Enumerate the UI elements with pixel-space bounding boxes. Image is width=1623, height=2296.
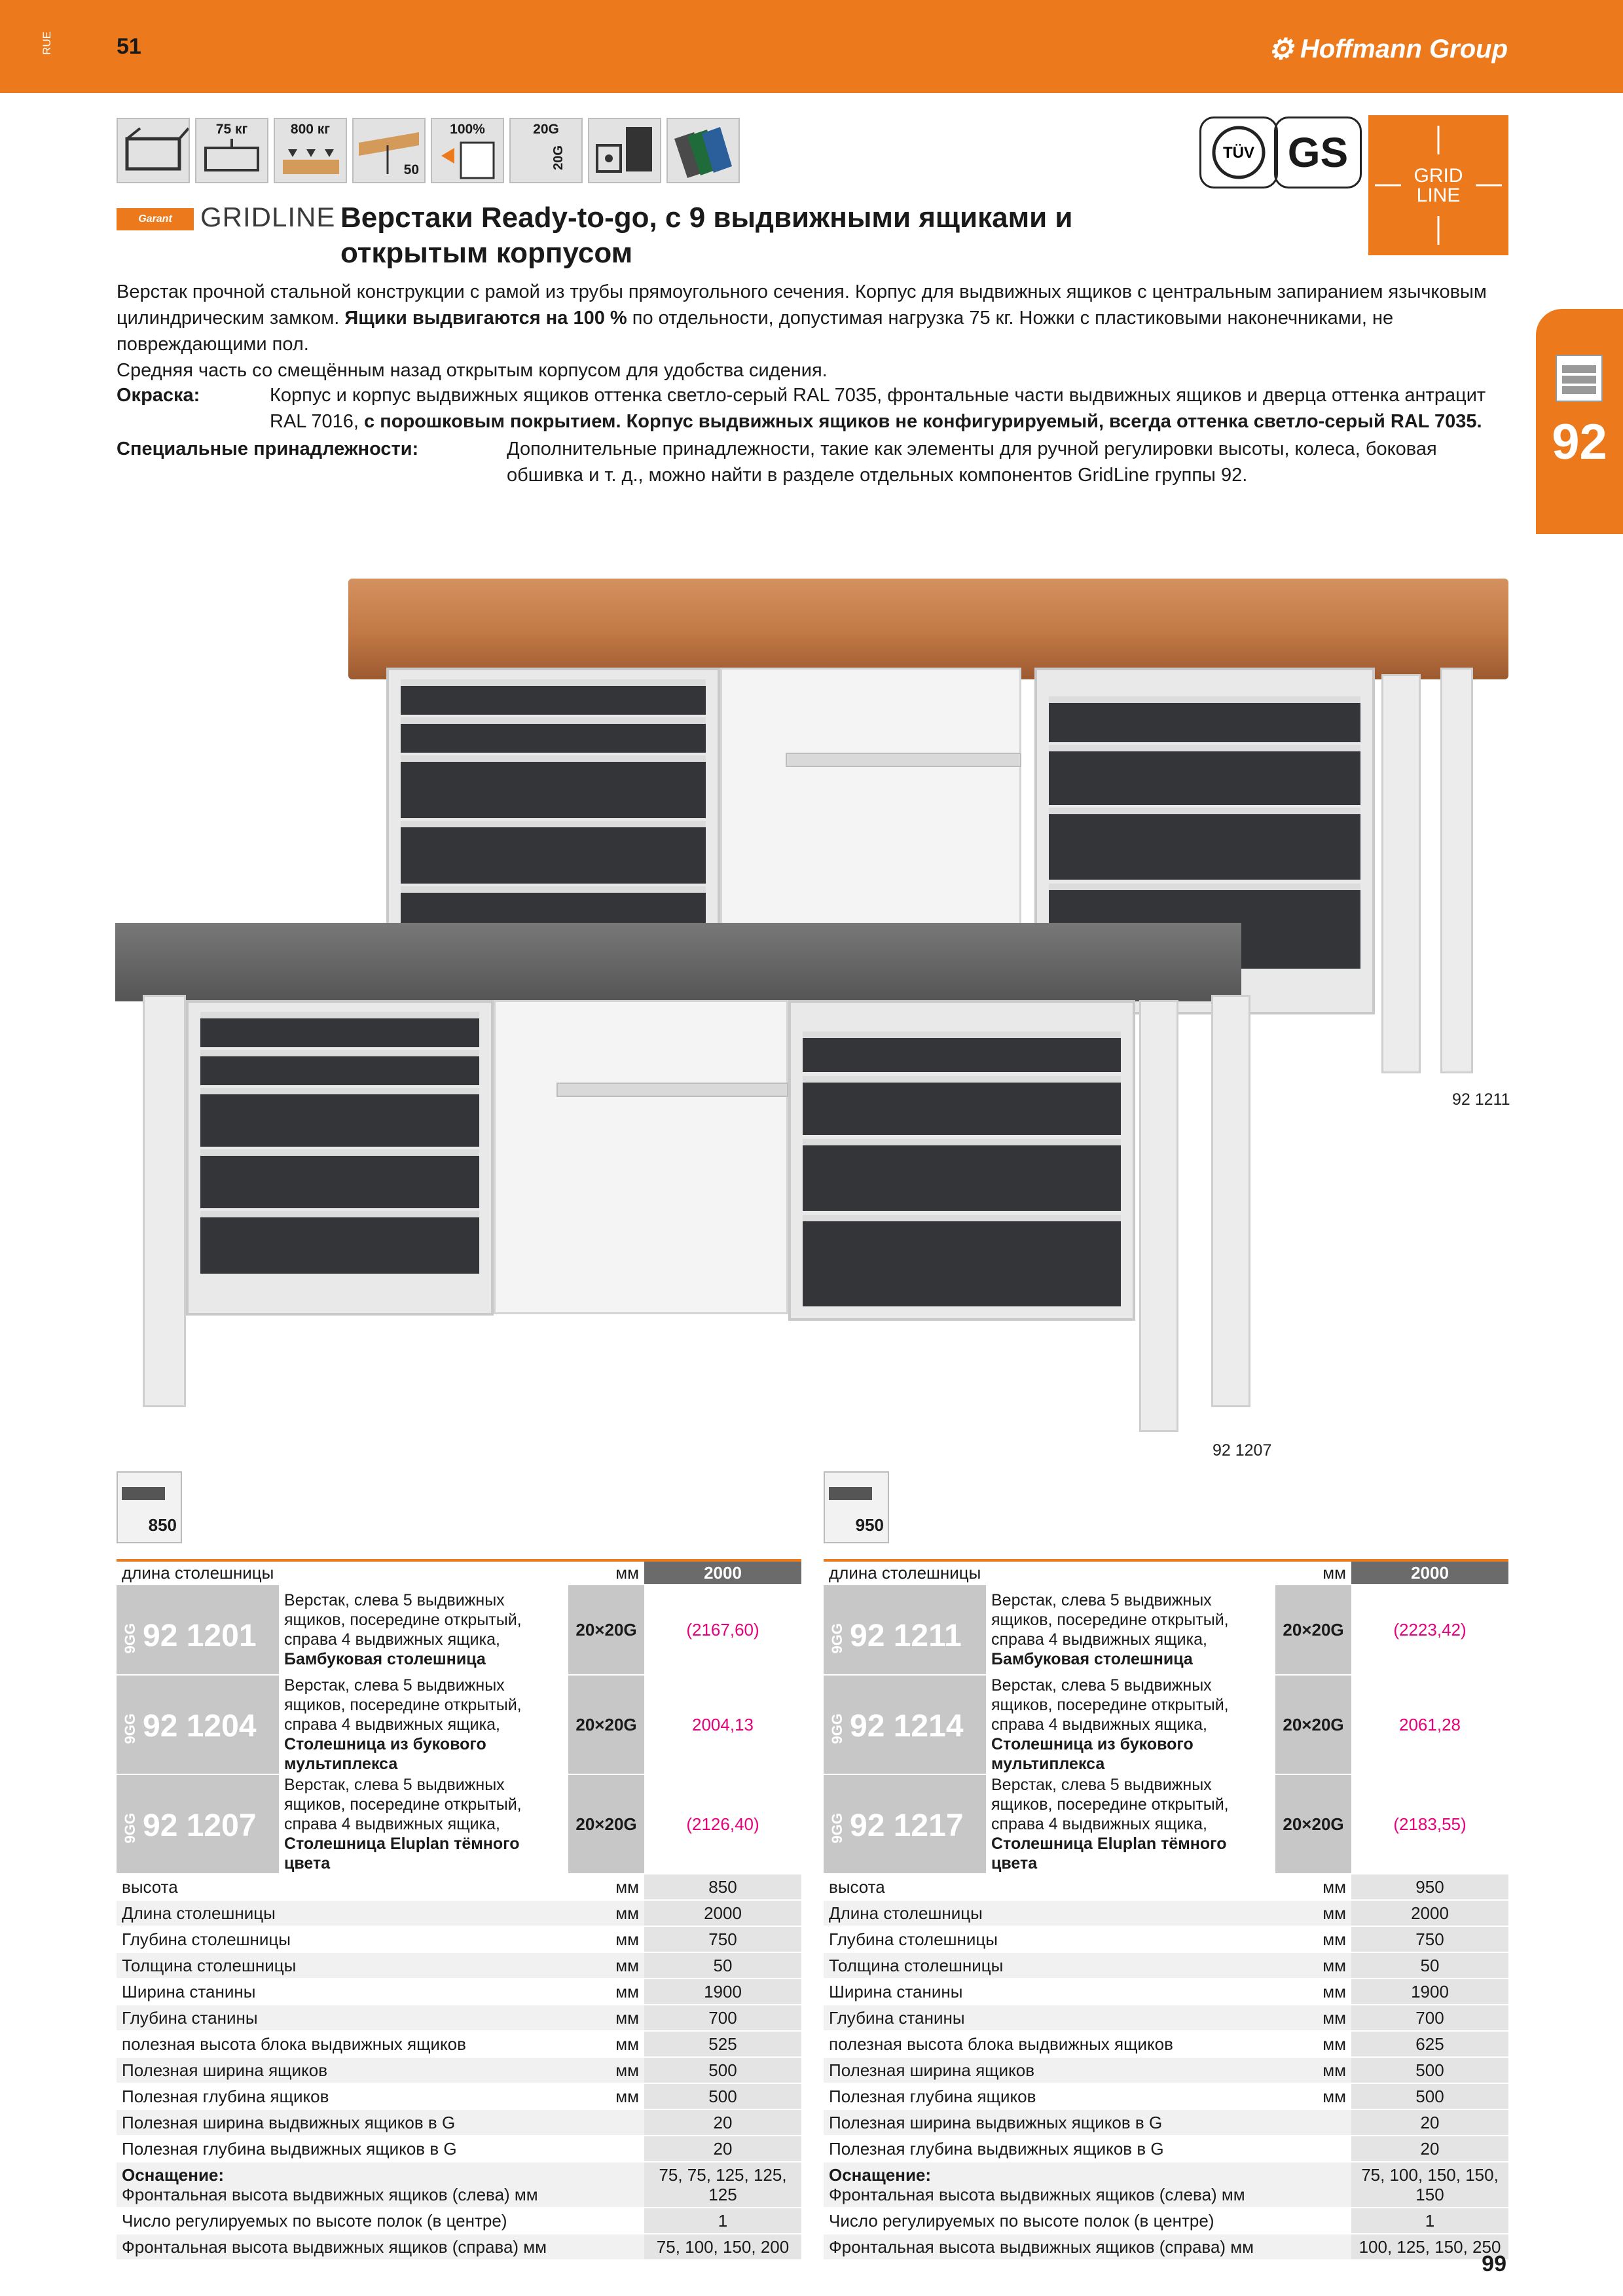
- table-header: длина столешницы мм 2000: [117, 1560, 801, 1585]
- article-number[interactable]: 92 1207: [143, 1808, 257, 1843]
- workbench-load-icon: 800 кг: [274, 118, 347, 183]
- table-row: Толщина столешницы мм 50: [117, 1952, 801, 1979]
- section-number: 92: [1552, 414, 1607, 470]
- table-row: Ширина станины мм 1900: [117, 1979, 801, 2005]
- product-row[interactable]: 9GG 92 1211 Верстак, слева 5 выдвижных ящиков, посередине открытый, справа 4 выдвижных ящика, Бамбуковая столешница 20×20G (2223,42): [824, 1585, 1508, 1675]
- table-row: Глубина столешницы мм 750: [824, 1926, 1508, 1952]
- drawer-cabinet-icon: [1556, 355, 1603, 402]
- brand-name: Hoffmann Group: [1300, 35, 1508, 63]
- table-row: Толщина столешницы мм 50: [824, 1952, 1508, 1979]
- full-extension-icon: 100%: [431, 118, 504, 183]
- article-number[interactable]: 92 1204: [143, 1709, 257, 1744]
- middle-shelf: [556, 1083, 788, 1097]
- workbench-leg: [1381, 674, 1421, 1073]
- bamboo-worktop: [348, 579, 1508, 679]
- table-row: высота мм 850: [117, 1874, 801, 1900]
- product-description: Верстак прочной стальной конструкции с рамой из трубы прямоугольного сечения. Корпус для выдвижных ящиков с центральным запиранием язычковым цилиндрическим замком. Ящики выдвигаются на 100 % по отдельности, допустимая нагрузка 75 кг. Ножки с пластиковыми наконечниками, не повреждающими пол. Средняя часть со смещённым назад открытым корпусом для удобства сидения.: [117, 281, 1487, 381]
- image-caption-front: 92 1207: [1213, 1441, 1272, 1460]
- tuv-certificate-icon: [1199, 117, 1278, 188]
- drawer-load-icon: 75 кг: [195, 118, 268, 183]
- table-row: Длина столешницы мм 2000: [824, 1900, 1508, 1926]
- table-row: Фронтальная высота выдвижных ящиков (справа) мм 75, 100, 150, 200: [117, 2234, 801, 2260]
- drawer-front: [1049, 696, 1360, 742]
- drawer-front: [803, 1076, 1121, 1135]
- table-row: Длина столешницы мм 2000: [117, 1900, 801, 1926]
- drawer-front: [200, 1088, 479, 1147]
- table-row: Полезная глубина выдвижных ящиков в G 20: [824, 2136, 1508, 2162]
- table-row: Полезная глубина ящиков мм 500: [117, 2083, 801, 2109]
- drawer-front: [803, 1031, 1121, 1072]
- language-code: RUE: [41, 31, 53, 55]
- workbench-leg: [143, 995, 186, 1407]
- table-row: полезная высота блока выдвижных ящиков мм 525: [117, 2031, 801, 2057]
- paint-info: Окраска: Корпус и корпус выдвижных ящиков оттенка светло-серый RAL 7035, фронтальные части выдвижных ящиков и дверца оттенка антрацит RAL 7016, с порошковым покрытием. Корпус выдвижных ящиков не конфигурируемый, всегда оттенка светло-серый RAL 7035.: [117, 385, 1486, 432]
- article-number[interactable]: 92 1214: [850, 1709, 964, 1744]
- workbench-leg: [1440, 668, 1473, 1073]
- page-number-top: 51: [117, 34, 141, 59]
- workbench-leg: [1211, 995, 1250, 1407]
- product-row[interactable]: 9GG 92 1207 Верстак, слева 5 выдвижных ящиков, посередине открытый, справа 4 выдвижных ящика, Столешница Eluplan тёмного цвета 20×20G (2126,40): [117, 1774, 801, 1874]
- drawer-front: [1049, 808, 1360, 880]
- eluplan-worktop: [115, 923, 1241, 1001]
- table-row: Фронтальная высота выдвижных ящиков (справа) мм 100, 125, 150, 250: [824, 2234, 1508, 2260]
- table-row: Глубина станины мм 700: [117, 2005, 801, 2031]
- page-number-bottom: 99: [1482, 2251, 1506, 2276]
- table-row: Глубина столешницы мм 750: [117, 1926, 801, 1952]
- height-icon-850: 850: [117, 1471, 182, 1543]
- price: (2126,40): [644, 1774, 801, 1874]
- workbench-leg: [1139, 1000, 1178, 1432]
- drawer-front: [401, 755, 706, 818]
- gs-certificate-icon: GS: [1274, 117, 1362, 188]
- drawer-front: [803, 1139, 1121, 1211]
- table-header: длина столешницы мм 2000: [824, 1560, 1508, 1585]
- table-row: Оснащение: Фронтальная высота выдвижных ящиков (слева) мм 75, 100, 150, 150, 150: [824, 2162, 1508, 2208]
- middle-shelf: [786, 753, 1021, 767]
- color-options-icon: [666, 118, 740, 183]
- drawer-front: [200, 1050, 479, 1085]
- product-title: Верстаки Ready-to-go, с 9 выдвижными ящиками и открытым корпусом: [340, 202, 1073, 269]
- price: (2223,42): [1351, 1585, 1508, 1675]
- gridline-logo: GRIDLINE: [200, 202, 336, 232]
- product-row[interactable]: 9GG 92 1204 Верстак, слева 5 выдвижных ящиков, посередине открытый, справа 4 выдвижных ящика, Столешница из букового мультиплекса 20×20G 2004,13: [117, 1675, 801, 1774]
- table-row: Полезная ширина выдвижных ящиков в G 20: [117, 2109, 801, 2136]
- height-icon-950: 950: [824, 1471, 889, 1543]
- table-row: Полезная ширина ящиков мм 500: [824, 2057, 1508, 2083]
- table-row: высота мм 950: [824, 1874, 1508, 1900]
- table-row: Число регулируемых по высоте полок (в центре) 1: [824, 2208, 1508, 2234]
- drawer-front: [200, 1149, 479, 1208]
- article-number[interactable]: 92 1201: [143, 1619, 257, 1653]
- drawer-front: [401, 821, 706, 884]
- drawer-front: [401, 679, 706, 715]
- table-row: Полезная глубина выдвижных ящиков в G 20: [117, 2136, 801, 2162]
- table-row: Полезная глубина ящиков мм 500: [824, 2083, 1508, 2109]
- gridline-badge: GRID LINE: [1368, 115, 1508, 255]
- grid-size-icon: 20G 20G: [509, 118, 583, 183]
- drawer-front: [401, 717, 706, 753]
- steel-profile-icon: [117, 118, 190, 183]
- product-row[interactable]: 9GG 92 1217 Верстак, слева 5 выдвижных ящиков, посередине открытый, справа 4 выдвижных ящика, Столешница Eluplan тёмного цвета 20×20G (2183,55): [824, 1774, 1508, 1874]
- table-row: полезная высота блока выдвижных ящиков мм 625: [824, 2031, 1508, 2057]
- price: (2167,60): [644, 1585, 801, 1675]
- table-row: Оснащение: Фронтальная высота выдвижных ящиков (слева) мм 75, 75, 125, 125, 125: [117, 2162, 801, 2208]
- garant-logo: Garant: [117, 208, 194, 230]
- table-row: Глубина станины мм 700: [824, 2005, 1508, 2031]
- top-thickness-icon: 50: [352, 118, 426, 183]
- central-locking-icon: [588, 118, 661, 183]
- accessories-info: Специальные принадлежности: Дополнительные принадлежности, такие как элементы для ручной регулировки высоты, колеса, боковая обшивка и т. д., можно найти в разделе отдельных компонентов GridLine группы 92.: [117, 439, 1437, 486]
- table-row: Ширина станины мм 1900: [824, 1979, 1508, 2005]
- table-row: Полезная ширина выдвижных ящиков в G 20: [824, 2109, 1508, 2136]
- spec-table-850: [117, 1559, 801, 2261]
- right-drawer-cabinet: [788, 1000, 1135, 1321]
- price: 2004,13: [644, 1675, 801, 1774]
- spec-table-950: [824, 1559, 1508, 2261]
- drawer-front: [803, 1215, 1121, 1306]
- section-tab[interactable]: [1536, 309, 1623, 534]
- drawer-front: [1049, 745, 1360, 805]
- price: 2061,28: [1351, 1675, 1508, 1774]
- product-row[interactable]: 9GG 92 1214 Верстак, слева 5 выдвижных ящиков, посередине открытый, справа 4 выдвижных ящика, Столешница из букового мультиплекса 20×20G 2061,28: [824, 1675, 1508, 1774]
- left-drawer-cabinet: [186, 1000, 494, 1316]
- article-number[interactable]: 92 1217: [850, 1808, 964, 1843]
- article-number[interactable]: 92 1211: [850, 1619, 962, 1653]
- drawer-front: [200, 1012, 479, 1047]
- image-caption-back: 92 1211: [1452, 1090, 1510, 1109]
- drawer-front: [200, 1211, 479, 1274]
- price: (2183,55): [1351, 1774, 1508, 1874]
- product-row[interactable]: 9GG 92 1201 Верстак, слева 5 выдвижных ящиков, посередине открытый, справа 4 выдвижных ящика, Бамбуковая столешница 20×20G (2167,60): [117, 1585, 801, 1675]
- open-middle-section: [720, 668, 1021, 929]
- brand-logo: [1268, 33, 1508, 66]
- open-middle-section: [494, 1000, 788, 1314]
- hoffmann-logo-icon: ⚙: [1267, 33, 1294, 65]
- table-row: Полезная ширина ящиков мм 500: [117, 2057, 801, 2083]
- svg-text:TÜV: TÜV: [1223, 144, 1254, 162]
- table-row: Число регулируемых по высоте полок (в центре) 1: [117, 2208, 801, 2234]
